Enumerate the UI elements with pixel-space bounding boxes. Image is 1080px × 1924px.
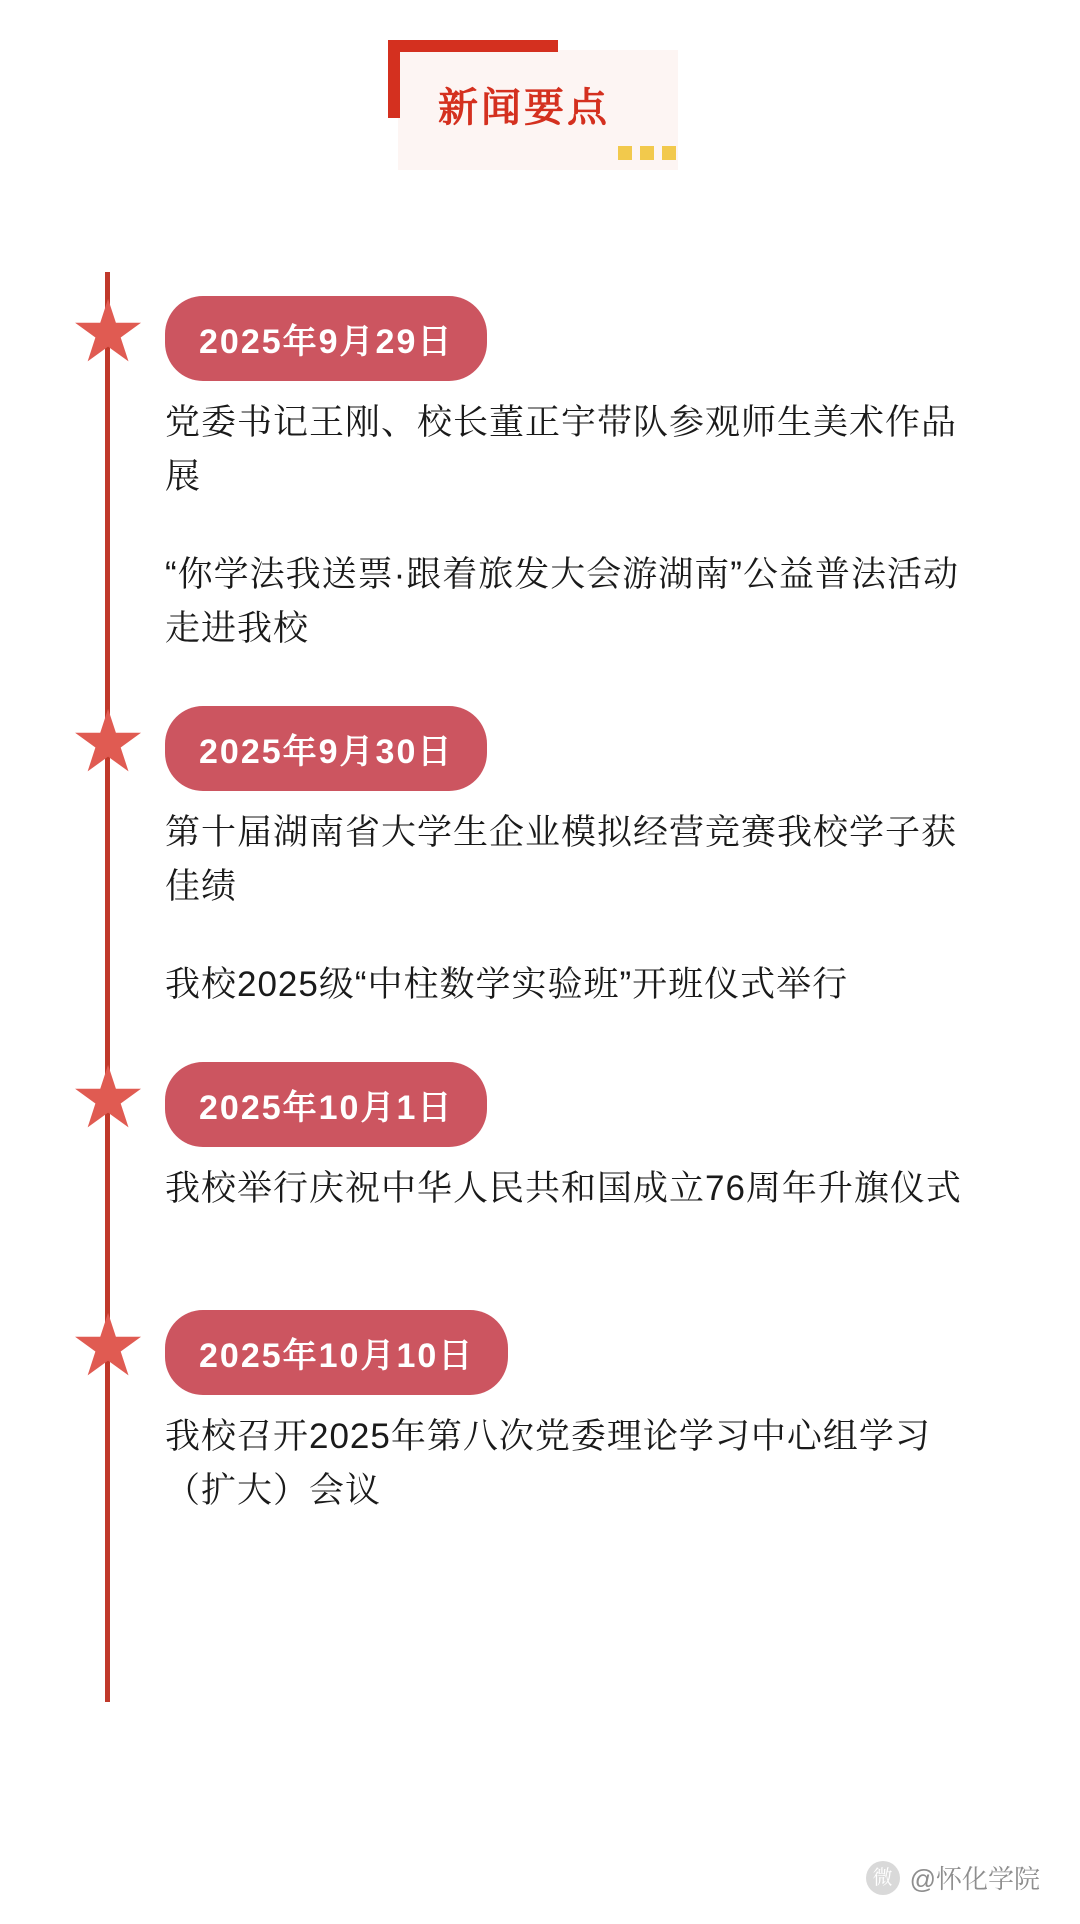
star-icon: ★	[69, 284, 147, 380]
news-item[interactable]: 我校2025级“中柱数学实验班”开班仪式举行	[165, 965, 849, 1004]
date-badge: 2025年10月1日	[165, 1062, 487, 1147]
news-item[interactable]: 党委书记王刚、校长董正宇带队参观师生美术作品展	[165, 403, 958, 497]
page-title: 新闻要点	[438, 86, 610, 130]
news-item[interactable]: 我校召开2025年第八次党委理论学习中心组学习（扩大）会议	[165, 1417, 931, 1511]
watermark-label: @怀化学院	[909, 1864, 1040, 1894]
weibo-icon: 微	[866, 1861, 900, 1895]
dot-1	[618, 146, 632, 160]
star-icon: ★	[69, 694, 147, 790]
watermark	[866, 1859, 1040, 1896]
date-badge: 2025年10月10日	[165, 1310, 508, 1395]
news-item[interactable]: 第十届湖南省大学生企业模拟经营竞赛我校学子获佳绩	[165, 813, 958, 907]
star-icon: ★	[69, 1298, 147, 1394]
header-bar-top	[388, 40, 558, 52]
star-icon: ★	[69, 1050, 147, 1146]
date-badge: 2025年9月29日	[165, 296, 487, 381]
header-banner	[388, 40, 688, 180]
decorative-dots	[618, 146, 676, 160]
news-item[interactable]: “你学法我送票·跟着旅发大会游湖南”公益普法活动走进我校	[165, 555, 959, 649]
date-badge: 2025年9月30日	[165, 706, 487, 791]
timeline-line	[105, 272, 110, 1702]
header-bar-left	[388, 40, 400, 118]
news-item[interactable]: 我校举行庆祝中华人民共和国成立76周年升旗仪式	[165, 1169, 962, 1208]
dot-2	[640, 146, 654, 160]
dot-3	[662, 146, 676, 160]
